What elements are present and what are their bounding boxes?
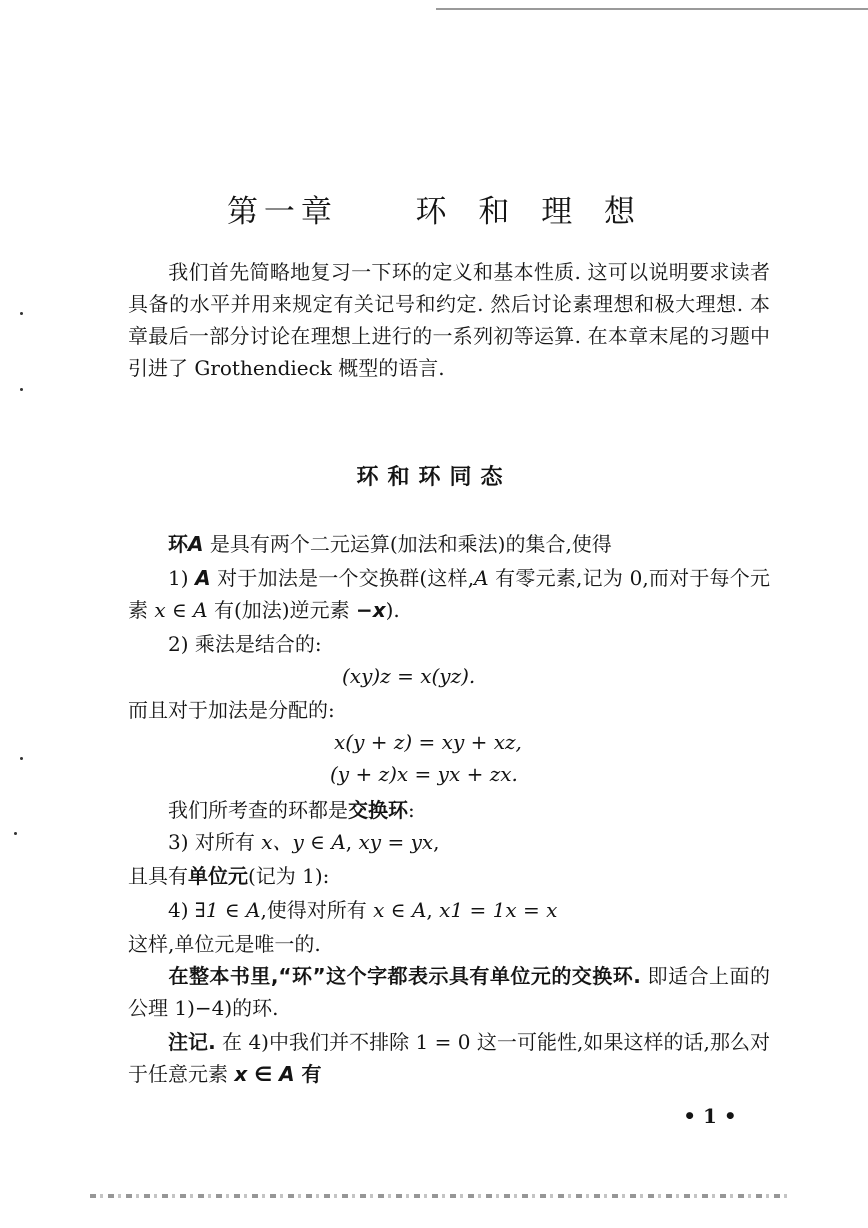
axiom-3-sep: ,	[345, 830, 359, 854]
chapter-title: 第一章 环 和 理 想	[226, 194, 642, 230]
page-number: • 1 •	[683, 1104, 737, 1128]
axiom-1	[128, 562, 770, 626]
axiom-1-label: 1)	[168, 566, 196, 590]
remark-end: 有	[294, 1062, 322, 1086]
remark-label: 注记.	[168, 1030, 216, 1054]
axiom-3-vars: x、y ∈ A	[261, 830, 346, 854]
scan-bottom-rule	[90, 1194, 790, 1198]
remark-text: 在 4)中我们并不排除 1 = 0 这一可能性,如果这样的话,那么对于任意元素	[128, 1030, 770, 1086]
axiom-1-var: A	[195, 566, 211, 590]
convention-paragraph	[128, 960, 770, 1024]
scan-speck	[20, 757, 23, 760]
axiom-1-text2: 有零元素,记为 0,而对于每个元素	[128, 566, 770, 622]
intro-text: 我们首先简略地复习一下环的定义和基本性质. 这可以说明要求读者具备的水平并用来规定有关记号和约定. 然后讨论素理想和极大理想. 本章最后一部分讨论在理想上进行的一系列初等运算. 在本章末尾的习题中引进了 Grothendieck 概型的语言.	[128, 260, 770, 380]
axiom-4	[128, 894, 770, 926]
commutative-lead: 我们所考查的环都是	[168, 798, 348, 822]
axiom-4-label: 4)	[168, 898, 195, 922]
formula-distributive-right: (y + z)x = yx + zx.	[330, 762, 518, 786]
axiom-1-elem: x ∈ A	[154, 598, 208, 622]
axiom-1-inverse: −x	[355, 598, 386, 622]
axiom-1-text3: 有(加法)逆元素	[207, 598, 356, 622]
axiom-3-end: ,	[433, 830, 440, 854]
scan-speck	[14, 832, 17, 835]
axiom-1-text: 对于加法是一个交换群(这样,	[210, 566, 475, 590]
unique-line: 这样,单位元是唯一的.	[128, 932, 321, 956]
axiom-4-formula: x1 = 1x = x	[439, 898, 558, 922]
axiom-1-end: ).	[385, 598, 400, 622]
definition-line	[128, 528, 770, 560]
ring-term: 环	[168, 532, 188, 556]
commutative-end: :	[408, 798, 415, 822]
convention-bold: 在整本书里,“环”这个字都表示具有单位元的交换环.	[168, 964, 641, 988]
axiom-3	[128, 826, 770, 858]
unit-end: (记为 1):	[248, 864, 330, 888]
scan-top-rule	[436, 8, 868, 10]
axiom-2	[128, 628, 770, 660]
axiom-4-exists: ∃1 ∈ A	[194, 898, 261, 922]
formula-associative: (xy)z = x(yz).	[342, 664, 476, 688]
section-title: 环和环同态	[356, 465, 512, 490]
distributive-line: 而且对于加法是分配的:	[128, 698, 335, 722]
unit-lead: 且具有	[128, 864, 188, 888]
scan-speck	[20, 388, 23, 391]
intro-paragraph	[128, 256, 770, 384]
axiom-2-label: 2) 乘法是结合的:	[168, 632, 322, 656]
commutative-term: 交换环	[348, 798, 408, 822]
axiom-3-formula: xy = yx	[358, 830, 434, 854]
convention-rest: 即适合上面的公理 1)−4)的环.	[128, 964, 771, 1020]
definition-text: 是具有两个二元运算(加法和乘法)的集合,使得	[203, 532, 612, 556]
axiom-4-elem: x ∈ A	[373, 898, 427, 922]
axiom-3-label: 3) 对所有	[168, 830, 262, 854]
axiom-4-text: ,使得对所有	[260, 898, 374, 922]
scan-speck	[20, 312, 23, 315]
ring-var: A	[188, 532, 204, 556]
formula-distributive-left: x(y + z) = xy + xz,	[334, 730, 522, 754]
axiom-4-sep: ,	[426, 898, 440, 922]
unit-line	[128, 860, 770, 892]
axiom-1-var2: A	[474, 566, 489, 590]
commutative-line	[128, 794, 770, 826]
remark-elem: x ∈ A	[234, 1062, 295, 1086]
remark-paragraph	[128, 1026, 770, 1090]
unit-term: 单位元	[188, 864, 248, 888]
